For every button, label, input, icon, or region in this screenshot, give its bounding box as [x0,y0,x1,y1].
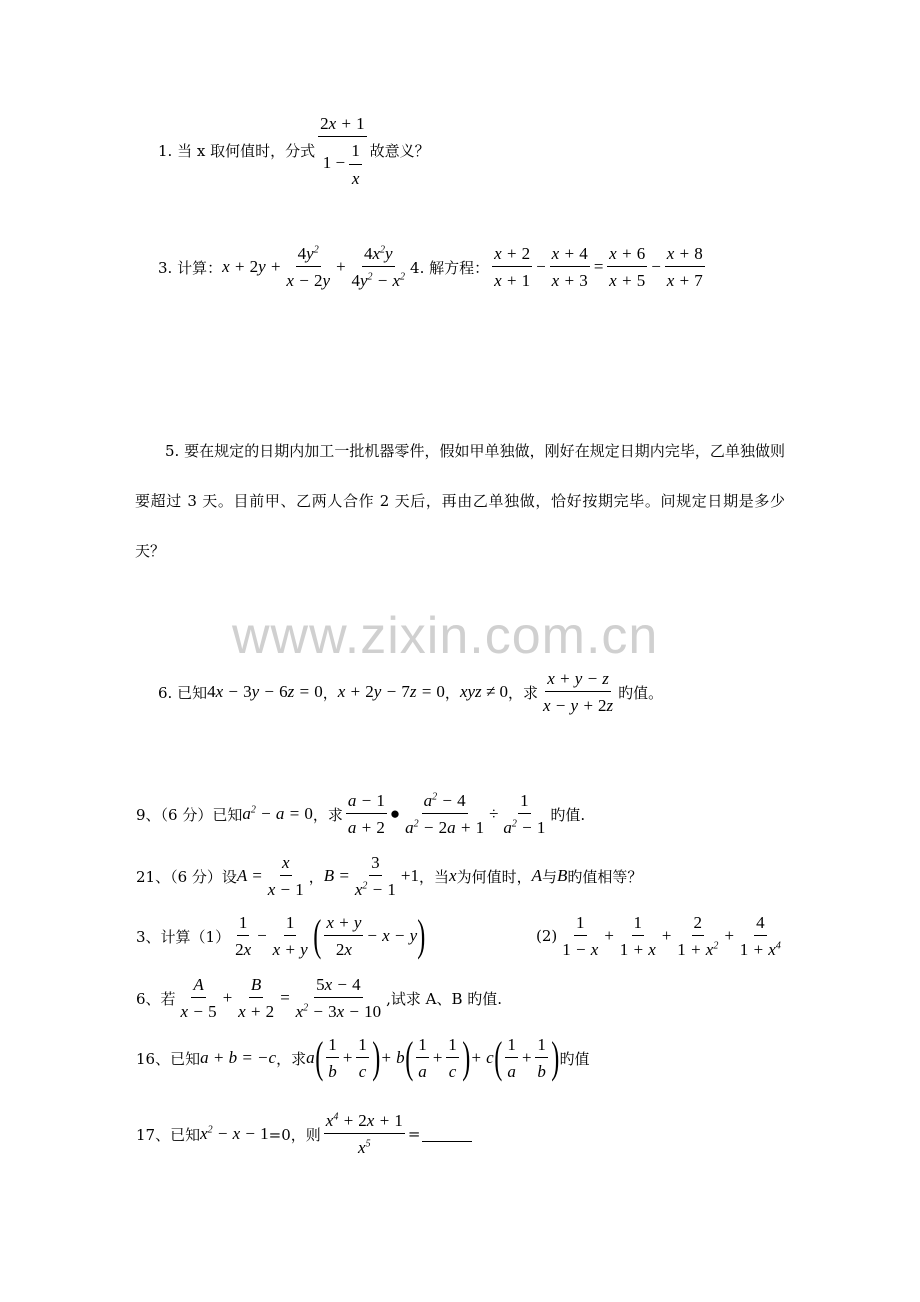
fraction: $\frac{4}{1 + x^4}$ [739,913,781,960]
calc-17-label: 17、已知 [136,1125,201,1144]
fraction: $\frac{1}{a}$ [418,1035,427,1082]
calc-16-suffix: 旳值 [559,1049,590,1068]
question-21-suffix: 旳值相等？ [567,867,643,886]
fraction: $\frac{1}{a}$ [507,1035,516,1082]
fraction: $\frac{x + y}{2x}$ [326,913,362,960]
calc-6-label: 6、若 [136,989,176,1008]
question-1-suffix: 故意义？ [369,142,430,161]
text: ，当 [419,867,450,886]
fraction: $\frac{4x^2y}{4y^2 - x^2}$ [351,244,406,291]
fraction: $\frac{x + 2}{x + 1}$ [494,244,531,291]
question-6-label: 6. 已知 [158,683,208,702]
text: =0，则 [268,1125,321,1144]
fraction: $\frac{1}{a^2 - 1}$ [503,791,546,838]
question-9: 9、（6 分）已知 $a^2 - a = 0$ ，求 $\frac{a - 1}{a + 2}$ ● $\frac{a^2 - 4}{a^2 - 2a + 1}$ ÷ $\frac{1}{a^2 - 1}$ 旳值. [136,791,586,838]
question-3-label: 3. 计算： [158,258,223,277]
fraction: $\frac{x^4 + 2x + 1}{x^5}$ [325,1111,403,1158]
calc-6-suffix: ,试求 A、B 旳值. [386,989,503,1008]
calc-16: 16、已知 a + b = −c ，求 a ( $\frac{1}{b}$ + $\frac{1}{c}$ ) + b ( $\frac{1}{a}$ + $\frac{1}{c}$ ) + c ( $\frac{1}{a}$ + $\frac{1}{b}$ ) 旳值 [136,1033,590,1083]
answer-blank[interactable] [422,1127,472,1142]
request-text: ，求 [312,805,343,824]
fraction: $\frac{x + 4}{x + 3}$ [551,244,588,291]
fraction: $\frac{x + y - z}{x - y + 2z}$ [543,669,614,716]
question-5: 5. 要在规定的日期内加工一批机器零件，假如甲单独做，刚好在规定日期内完毕，乙单独做则要超过 3 天。目前甲、乙两人合作 2 天后，再由乙单独做，恰好按期完毕。问规定日期是多少天？ [135,442,785,560]
question-3-4: 3. 计算： x + 2y + $\frac{4y^2}{x - 2y}$ + $\frac{4x^2y}{4y^2 - x^2}$ 4. 解方程： $\frac{x + 2}{x + 1}$ − $\frac{x + 4}{x + 3}$ = $\frac{x + 6}{x + 5}$ − $\frac{x + 8}{x + 7}$ [158,244,703,291]
expression: x + 2y + [222,257,282,277]
fraction: $\frac{B}{x + 2}$ [238,975,275,1022]
fraction: $\frac{4y^2}{x - 2y}$ [286,244,330,291]
fraction: $\frac{1}{b}$ [537,1035,546,1082]
fraction: 2x + 1 1 − $\frac{1}{x}$ [320,114,365,188]
question-1 [158,113,430,189]
fraction: $\frac{5x - 4}{x^2 - 3x - 10}$ [295,975,382,1022]
fraction: $\frac{x}{x - 1}$ [267,853,304,900]
question-9-suffix: 旳值. [550,805,586,824]
separator: ， [444,683,460,702]
watermark: www.zixin.com.cn [232,607,659,665]
question-1-label: 1. 当 x 取何值时，分式 [158,142,316,161]
fraction: $\frac{3}{x^2 - 1}$ [354,853,396,900]
fraction: $\frac{1}{2x}$ [235,913,252,960]
separator: ， [308,867,324,886]
calc-17: 17、已知 $x^2 - x - 1$ =0，则 $\frac{x^4 + 2x + 1}{x^5}$ = [136,1110,472,1159]
fraction: $\frac{1}{1 + x}$ [619,913,656,960]
text: 与 [541,867,557,886]
fraction: $\frac{1}{c}$ [448,1035,457,1082]
fraction: $\frac{1}{1 - x}$ [562,913,599,960]
calc-3-label: 3、计算（1） [136,927,231,946]
calc-6: 6、若 $\frac{A}{x - 5}$ + $\frac{B}{x + 2}$ = $\frac{5x - 4}{x^2 - 3x - 10}$ ,试求 A、B 旳值. [136,975,503,1022]
question-6: 6. 已知 4x − 3y − 6z = 0 ， x + 2y − 7z = 0 ， xyz ≠ 0 ，求 $\frac{x + y - z}{x - y + 2z}$ 旳值。 [158,669,664,716]
fraction: $\frac{a^2 - 4}{a^2 - 2a + 1}$ [405,791,485,838]
fraction: $\frac{2}{1 + x^2}$ [677,913,719,960]
fraction: $\frac{A}{x - 5}$ [180,975,217,1022]
fraction: $\frac{x + 8}{x + 7}$ [666,244,703,291]
request-text: ，求 [276,1049,307,1068]
question-21-label: 21、（6 分）设 [136,867,237,886]
fraction: $\frac{1}{c}$ [358,1035,367,1082]
fraction: $\frac{x + 6}{x + 5}$ [609,244,646,291]
request-text: ，求 [507,683,538,702]
calc-16-label: 16、已知 [136,1049,201,1068]
equals: = [407,1125,421,1144]
calc-3-part-1: 3、计算（1） $\frac{1}{2x}$ − $\frac{1}{x + y}$ ( $\frac{x + y}{2x}$ − x − y ) [136,911,426,961]
question-21: 21、（6 分）设 A = $\frac{x}{x - 1}$ ， B = $\frac{3}{x^2 - 1}$ +1 ，当 x 为何值时， A 与 B 旳值相等？ [136,853,643,900]
fraction: $\frac{1}{b}$ [328,1035,337,1082]
text: 为何值时， [456,867,532,886]
separator: ， [322,683,338,702]
question-6-suffix: 旳值。 [618,683,664,702]
question-4-label: 4. 解方程： [410,258,490,277]
fraction: $\frac{a - 1}{a + 2}$ [347,791,385,838]
calc-3-part-2: (2) $\frac{1}{1 - x}$ + $\frac{1}{1 + x}$ + $\frac{2}{1 + x^2}$ + $\frac{4}{1 + x^4}$ [536,913,781,960]
question-9-label: 9、（6 分）已知 [136,805,243,824]
calc-3-label-2: (2) [536,927,558,946]
fraction: $\frac{1}{x + y}$ [272,913,308,960]
